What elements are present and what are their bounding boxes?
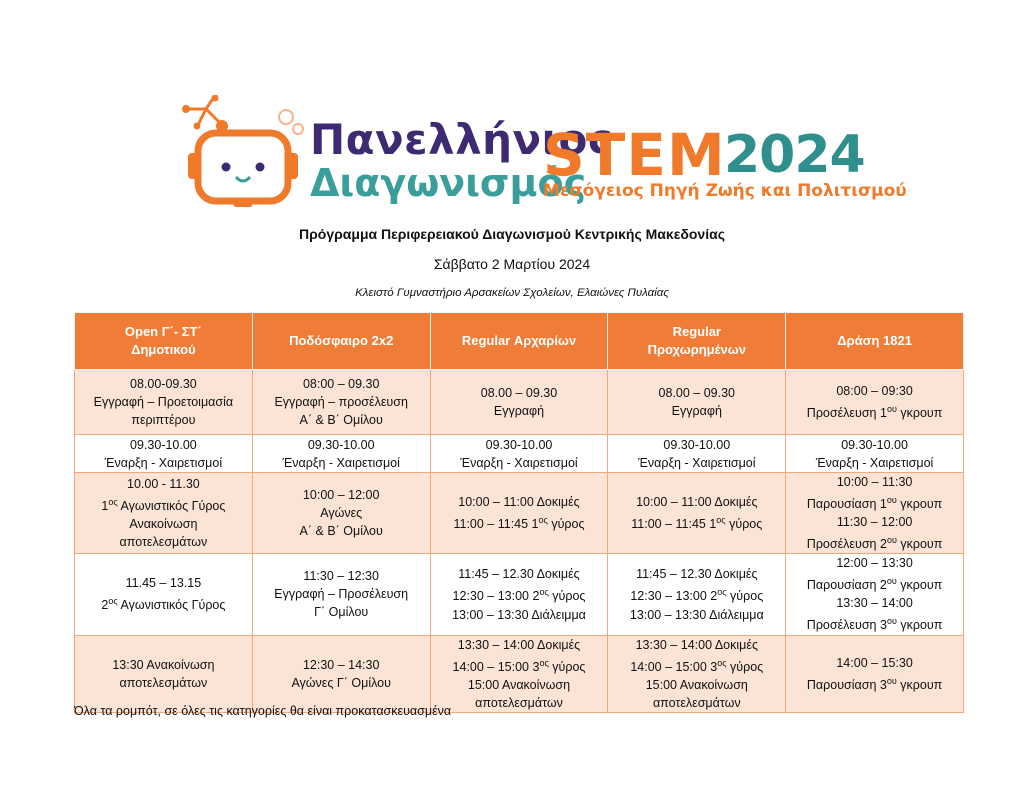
column-header-line: Open Γ΄- ΣΤ΄	[124, 324, 202, 339]
schedule-cell	[75, 554, 253, 635]
logo-tagline: Μεσόγειος Πηγή Ζωής και Πολιτισμού	[543, 181, 907, 201]
schedule-cell-line: Εγγραφή – προσέλευση	[274, 395, 408, 409]
schedule-venue: Κλειστό Γυμναστήριο Αρσακείων Σχολείων, Ελαιώνες Πυλαίας	[355, 287, 669, 299]
schedule-cell-line: Γ΄ Ομίλου	[314, 605, 369, 620]
column-header	[430, 313, 608, 370]
schedule-cell-line: Α΄ & Β΄ Ομίλου	[299, 524, 383, 539]
schedule-cell-line: 11:00 – 11:45 $1^{o\varsigma}$ γύρος	[453, 515, 585, 532]
schedule-cell	[252, 635, 430, 712]
schedule-cell-line: Εγγραφή	[671, 404, 722, 418]
schedule-cell-line: 11.45 – 13.15	[125, 576, 202, 591]
schedule-cell	[430, 554, 608, 635]
schedule-cell-line: $2^{o\varsigma}$ Αγωνιστικός Γύρος	[101, 596, 226, 613]
column-header-line: Ποδόσφαιρο 2x2	[289, 333, 394, 348]
schedule-cell	[252, 473, 430, 554]
logo-word-diagonismos: Διαγωνισμός	[310, 161, 587, 205]
schedule-cell-line: 11:30 – 12:00	[836, 515, 913, 530]
schedule-cell-line: αποτελεσμάτων	[652, 695, 741, 710]
schedule-cell	[252, 435, 430, 473]
schedule-cell-line: 12:30 – 13:00 $2^{o\varsigma}$ γύρος	[630, 587, 764, 604]
footer-note: Όλα τα ρομπότ, σε όλες τις κατηγορίες θα είναι προκατασκευασμένα	[74, 704, 452, 718]
schedule-cell-line: 09.30-10.00	[307, 437, 375, 452]
schedule-cell-line: 08:00 – 09.30	[302, 377, 380, 391]
schedule-cell	[786, 370, 964, 435]
schedule-cell-line: Έναρξη - Χαιρετισμοί	[638, 455, 756, 470]
schedule-title: Πρόγραμμα Περιφερειακού Διαγωνισμού Κεντρικής Μακεδονίας	[299, 226, 725, 242]
schedule-cell-line: 13:30 – 14:00	[836, 596, 913, 611]
schedule-cell-line: 14:00 – 15:30	[836, 655, 913, 670]
column-header-line: Regular	[672, 324, 721, 339]
table-row	[75, 554, 964, 635]
schedule-cell-line: 11:30 – 12:30	[303, 569, 379, 584]
schedule-cell	[786, 635, 964, 712]
table-row	[75, 435, 964, 473]
schedule-cell	[75, 635, 253, 712]
schedule-cell-line: Εγγραφή – Προσέλευση	[274, 587, 409, 602]
schedule-cell-line: 14:00 – 15:00 $3^{o\varsigma}$ γύρος	[630, 657, 764, 674]
schedule-cell-line: Προσέλευση $2^{o\upsilon}$ γκρουπ	[806, 535, 943, 552]
schedule-cell-line: Έναρξη - Χαιρετισμοί	[104, 455, 223, 470]
schedule-cell-line: Προσέλευση $1^{o\upsilon}$ γκρουπ	[806, 403, 943, 421]
column-header-line: Προχωρημένων	[647, 342, 746, 357]
schedule-cell-line: αποτελεσμάτων	[475, 695, 563, 710]
schedule-cell-line: περιπτέρου	[131, 413, 196, 427]
schedule-cell	[252, 554, 430, 635]
schedule-cell-line: 11:45 – 12.30 Δοκιμές	[636, 567, 758, 582]
schedule-cell-line: 13:00 – 13:30 Διάλειμμα	[452, 607, 586, 622]
schedule-date: Σάββατο 2 Μαρτίου 2024	[433, 256, 591, 272]
schedule-cell	[430, 635, 608, 712]
schedule-cell-line: 10:00 – 11:00 Δοκιμές	[458, 495, 580, 510]
schedule-cell-line: 10.00 - 11.30	[127, 477, 200, 492]
schedule-cell-line: 13:30 – 14:00 Δοκιμές	[635, 637, 758, 652]
schedule-cell-line: Έναρξη - Χαιρετισμοί	[282, 455, 400, 470]
column-header-line: Regular Αρχαρίων	[461, 333, 577, 348]
schedule-cell-line: $1^{o\varsigma}$ Αγωνιστικός Γύρος	[101, 497, 226, 514]
competition-logo	[176, 95, 907, 210]
schedule-cell-line: 13:00 – 13:30 Διάλειμμα	[629, 607, 764, 622]
schedule-cell	[786, 435, 964, 473]
table-row	[75, 370, 964, 435]
schedule-cell-line: Α΄ & Β΄ Ομίλου	[299, 413, 383, 427]
schedule-cell-line: Παρουσίαση $1^{o\upsilon}$ γκρουπ	[806, 495, 943, 512]
schedule-cell-line: 11:00 – 11:45 $1^{o\varsigma}$ γύρος	[631, 515, 763, 532]
schedule-cell	[608, 370, 786, 435]
schedule-cell	[430, 435, 608, 473]
schedule-cell-line: 10:00 – 11:30	[836, 475, 913, 489]
schedule-cell-line: Αγώνες	[320, 506, 363, 521]
schedule-cell	[75, 435, 253, 473]
schedule-cell	[608, 635, 786, 712]
column-header	[786, 313, 964, 370]
column-header	[608, 313, 786, 370]
schedule-cell	[75, 370, 253, 435]
schedule-cell-line: Έναρξη - Χαιρετισμοί	[815, 455, 934, 470]
schedule-cell	[430, 370, 608, 435]
schedule-cell-line: 09.30-10.00	[841, 437, 908, 452]
schedule-cell-line: Ανακοίνωση	[129, 517, 198, 532]
schedule-cell-line: Προσέλευση $3^{o\upsilon}$ γκρουπ	[806, 616, 943, 633]
robot-mascot-icon	[176, 95, 306, 210]
logo-word-stem: STEM	[543, 121, 726, 189]
schedule-cell-line: Παρουσίαση $3^{o\upsilon}$ γκρουπ	[806, 675, 943, 692]
schedule-cell-line: 09.30-10.00	[663, 437, 731, 452]
schedule-cell-line: 15:00 Ανακοίνωση	[645, 677, 748, 692]
schedule-table	[74, 312, 964, 713]
logo-word-panellinios: Πανελλήνιος	[310, 115, 614, 164]
schedule-cell-line: 12:30 – 13:00 $2^{o\varsigma}$ γύρος	[452, 587, 586, 604]
schedule-cell-line: 15:00 Ανακοίνωση	[467, 677, 571, 692]
schedule-cell-line: 11:45 – 12.30 Δοκιμές	[458, 567, 580, 582]
schedule-cell-line: 13:30 – 14:00 Δοκιμές	[457, 637, 581, 652]
schedule-cell-line: 08.00 – 09.30	[480, 386, 558, 400]
column-header-line: Δράση 1821	[837, 333, 912, 348]
schedule-cell-line: Έναρξη - Χαιρετισμοί	[460, 455, 578, 470]
schedule-cell-line: 10:00 – 11:00 Δοκιμές	[636, 495, 758, 510]
table-header-row	[75, 313, 964, 370]
schedule-cell	[252, 370, 430, 435]
schedule-cell	[786, 554, 964, 635]
schedule-cell-line: 08.00-09.30	[130, 377, 197, 391]
schedule-cell-line: Εγγραφή – Προετοιμασία	[93, 395, 234, 409]
schedule-cell	[608, 435, 786, 473]
schedule-cell-line: 09.30-10.00	[485, 437, 553, 452]
schedule-cell-line: αποτελεσμάτων	[119, 675, 208, 690]
logo-year: 2024	[724, 125, 865, 185]
table-row	[75, 473, 964, 554]
schedule-cell	[786, 473, 964, 554]
schedule-cell-line: 08:00 – 09:30	[836, 383, 913, 398]
schedule-cell-line: 14:00 – 15:00 $3^{o\varsigma}$ γύρος	[452, 657, 586, 674]
schedule-cell-line: 12:30 – 14:30	[302, 657, 380, 672]
schedule-cell	[75, 473, 253, 554]
schedule-cell-line: 08.00 – 09.30	[658, 386, 736, 400]
column-header	[252, 313, 430, 370]
schedule-cell-line: 09.30-10.00	[130, 437, 197, 452]
schedule-cell	[430, 473, 608, 554]
schedule-cell	[608, 473, 786, 554]
schedule-cell	[608, 554, 786, 635]
column-header-line: Δημοτικού	[131, 342, 196, 357]
schedule-cell-line: 12:00 – 13:30	[836, 556, 913, 571]
schedule-cell-line: 10:00 – 12:00	[302, 488, 380, 503]
schedule-cell-line: Εγγραφή	[493, 404, 545, 418]
schedule-cell-line: Παρουσίαση $2^{o\upsilon}$ γκρουπ	[806, 576, 943, 593]
schedule-cell-line: Αγώνες Γ΄ Ομίλου	[291, 675, 391, 690]
column-header	[75, 313, 253, 370]
schedule-cell-line: αποτελεσμάτων	[119, 535, 208, 550]
schedule-cell-line: 13:30 Ανακοίνωση	[112, 657, 215, 672]
table-row	[75, 635, 964, 712]
